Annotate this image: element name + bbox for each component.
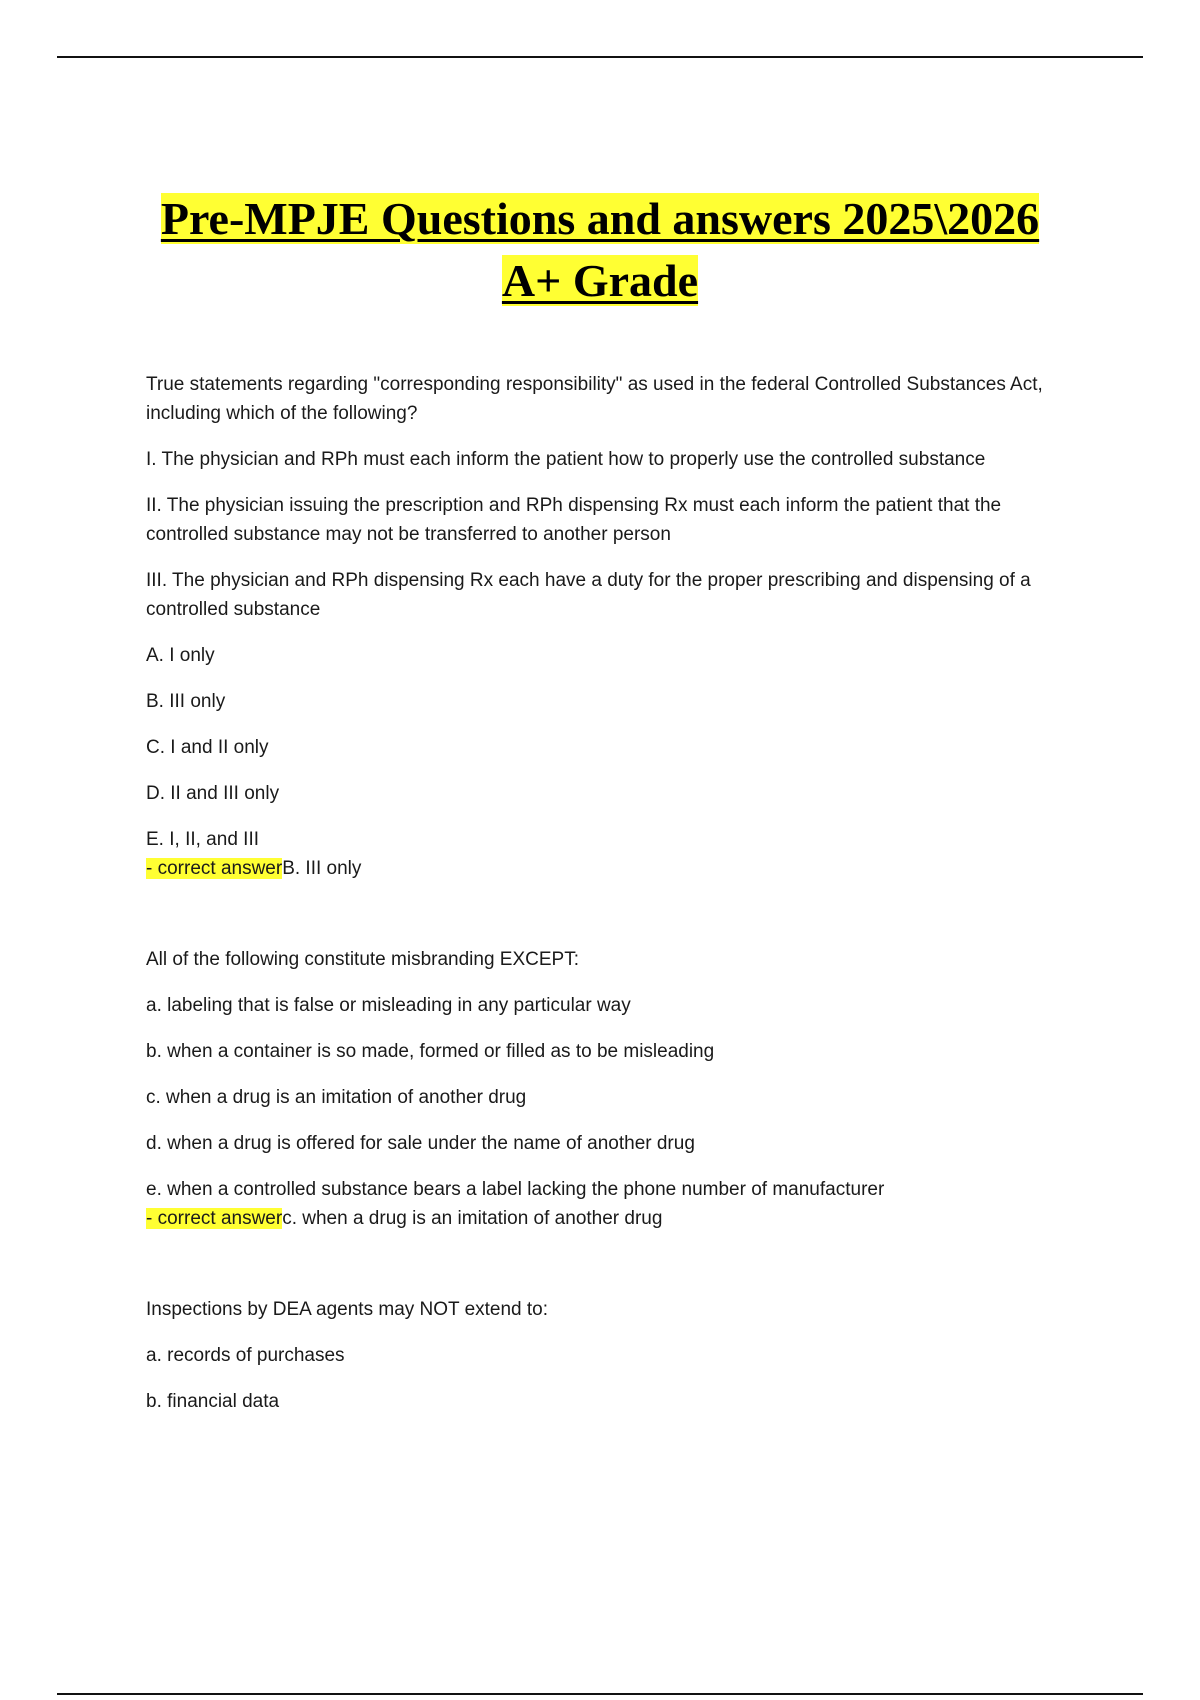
option-item: B. III only — [146, 691, 226, 712]
title-line-2: A+ Grade — [501, 255, 699, 306]
option-item: b. when a container is so made, formed or filled as to be misleading — [146, 1041, 715, 1062]
correct-answer-label: - correct answer — [146, 1208, 283, 1229]
option-item: b. financial data — [146, 1391, 280, 1412]
option-item: E. I, II, and III — [146, 829, 259, 850]
option-item: a. records of purchases — [146, 1345, 345, 1366]
question-2 — [146, 945, 1086, 1233]
title-line-1: Pre-MPJE Questions and answers 2025\2026 — [160, 193, 1040, 244]
footer-rule — [57, 1693, 1143, 1695]
question-stem: True statements regarding "corresponding responsibility" as used in the federal Controlled Substances Act, including which of the following? — [146, 374, 1043, 424]
correct-answer-text: c. when a drug is an imitation of another drug — [282, 1208, 663, 1229]
option-item: a. labeling that is false or misleading in any particular way — [146, 995, 631, 1016]
correct-answer-text: B. III only — [282, 858, 362, 879]
question-3 — [146, 1295, 1086, 1416]
answer-line — [146, 854, 1086, 883]
option-item: e. when a controlled substance bears a label lacking the phone number of manufacturer — [146, 1179, 885, 1200]
correct-answer-label: - correct answer — [146, 858, 283, 879]
option-item: d. when a drug is offered for sale under the name of another drug — [146, 1133, 695, 1154]
option-item: A. I only — [146, 645, 215, 666]
statement-item: I. The physician and RPh must each inform the patient how to properly use the controlled substance — [146, 449, 986, 470]
question-stem: Inspections by DEA agents may NOT extend to: — [146, 1299, 549, 1320]
statement-item: III. The physician and RPh dispensing Rx each have a duty for the proper prescribing and dispensing of a controlled substance — [146, 570, 1031, 620]
answer-line — [146, 1204, 1086, 1233]
option-item: D. II and III only — [146, 783, 280, 804]
question-stem: All of the following constitute misbranding EXCEPT: — [146, 949, 579, 970]
statement-item: II. The physician issuing the prescription and RPh dispensing Rx must each inform the patient that the controlled substance may not be transferred to another person — [146, 495, 1002, 545]
header-rule — [57, 56, 1143, 58]
document-title — [60, 188, 1140, 312]
question-1 — [146, 370, 1086, 883]
option-item: C. I and II only — [146, 737, 269, 758]
document-body — [146, 370, 1086, 1478]
option-item: c. when a drug is an imitation of another drug — [146, 1087, 527, 1108]
